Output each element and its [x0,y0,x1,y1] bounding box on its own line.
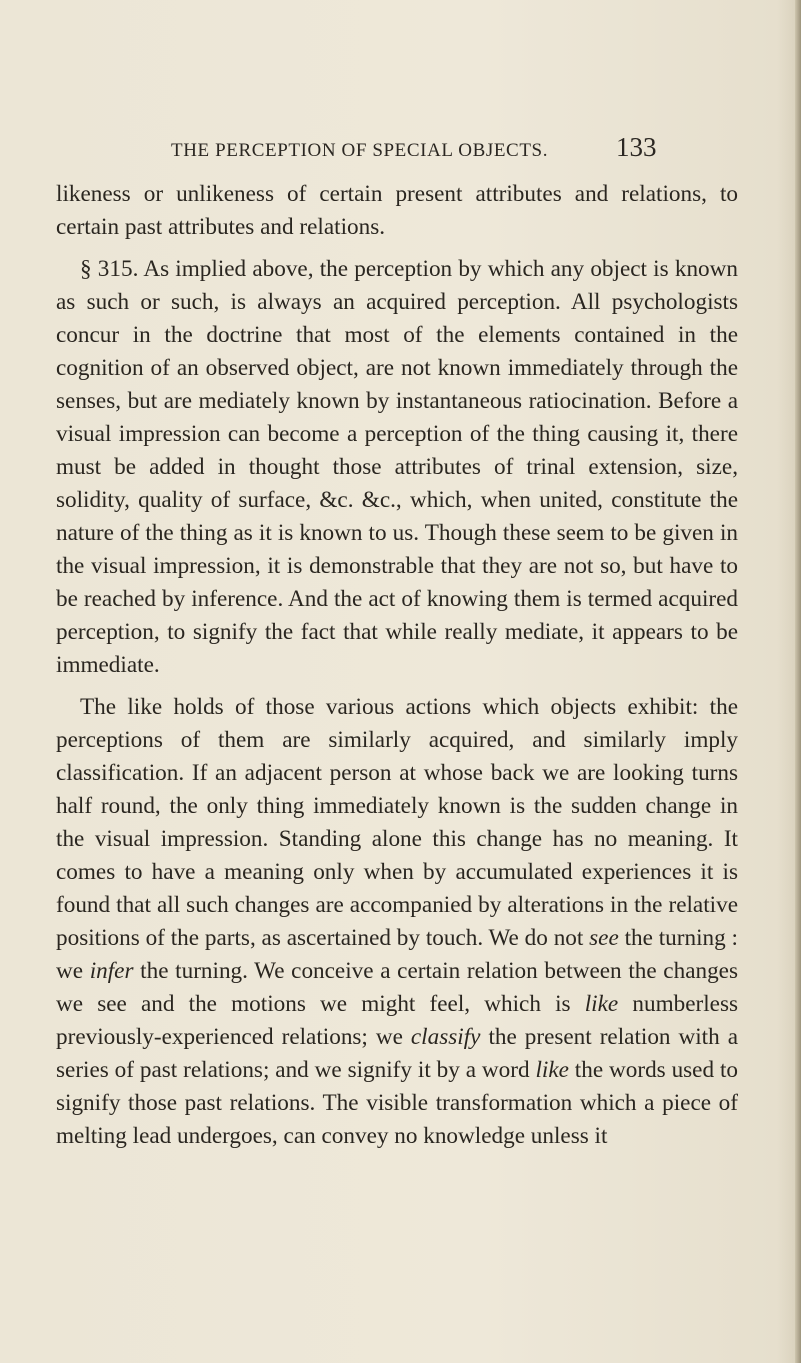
body-text [56,178,738,1153]
text-segment: numberless previously-experienced relations; we [56,991,738,1050]
page-edge [795,0,801,1363]
paragraph-continuation: likeness or unlikeness of certain present attributes and relations, to certain past attributes and relations. [56,181,738,240]
page-number: 133 [616,132,657,162]
italic-word-like: like [584,991,619,1017]
paragraph-section-315: § 315. As implied above, the perception by which any object is known as such or such, is always an acquired perception. All psychologists concur in the doctrine that most of the elements contained in the cognition of an observed object, are not known immediately through the senses, but are mediately known by instantaneous ratiocination. Before a visual impression can become a perception of the thing causing it, there must be added in thought those attributes of trinal extension, size, solidity, quality of surface, &c. &c., which, when united, constitute the nature of the thing as it is known to us. Though these seem to be given in the visual impression, it is demonstrable that they are not so, but have to be reached by inference. And the act of knowing them is termed acquired perception, to signify the fact that while really mediate, it appears to be immediate. [56,256,738,678]
italic-word-infer: infer [89,958,134,984]
text-segment: the turning : we [56,925,738,984]
page-header [0,132,801,170]
running-head: THE PERCEPTION OF SPECIAL OBJECTS. [171,140,549,161]
text-segment: the turning. We conceive a certain relation between the changes we see and the motions we might feel, which is [56,958,738,1017]
italic-word-see: see [589,925,619,951]
text-segment: the words used to signify those past relations. The visible transformation which a piece of melting lead undergoes, can convey no knowledge unless it [56,1057,738,1149]
italic-word-classify: classify [410,1024,481,1050]
paragraph-actions [56,691,738,1153]
text-segment: the present relation with a series of past relations; and we signify it by a word [56,1024,738,1083]
text-segment: The like holds of those various actions which objects exhibit: the perceptions of them are similarly acquired, and similarly imply classification. If an adjacent person at whose back we are looking turns half round, the only thing immediately known is the sudden change in the visual impression. Standing alone this change has no meaning. It comes to have a meaning only when by accumulated experiences it is found that all such changes are accompanied by alterations in the relative positions of the parts, as ascertained by touch. We do not [56,694,738,951]
italic-word-like: like [535,1057,569,1083]
